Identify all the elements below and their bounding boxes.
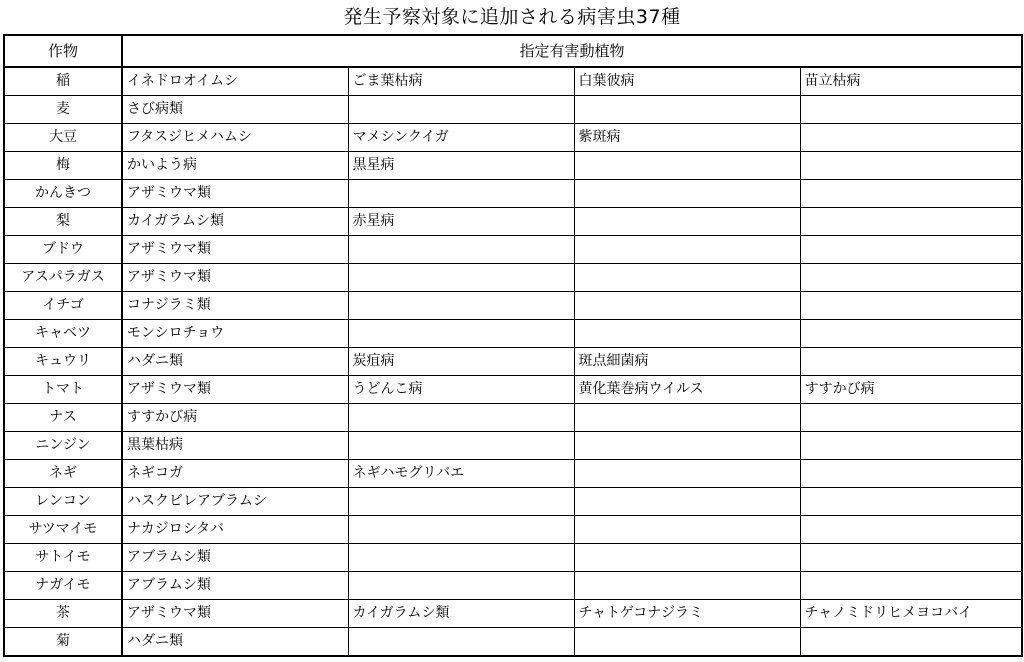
table-row	[4, 516, 1022, 544]
crop-cell: かんきつ	[4, 180, 122, 208]
pest-cell	[348, 572, 574, 600]
pest-cell	[800, 628, 1022, 657]
pest-cell: ハダニ類	[122, 628, 348, 657]
pest-cell: 炭疽病	[348, 348, 574, 376]
pest-cell: フタスジヒメハムシ	[122, 124, 348, 152]
pest-cell	[574, 180, 800, 208]
crop-cell: ナス	[4, 404, 122, 432]
pest-cell	[574, 320, 800, 348]
pest-cell	[348, 180, 574, 208]
table-row	[4, 348, 1022, 376]
table-title: 発生予察対象に追加される病害虫37種	[343, 6, 681, 28]
pest-cell: すすかび病	[800, 376, 1022, 404]
table-row	[4, 488, 1022, 516]
crop-cell: キュウリ	[4, 348, 122, 376]
crop-cell: 菊	[4, 628, 122, 657]
table-row	[4, 152, 1022, 180]
pest-cell	[800, 180, 1022, 208]
pest-cell	[574, 544, 800, 572]
pest-cell: ごま葉枯病	[348, 67, 574, 96]
table-row	[4, 404, 1022, 432]
pest-cell	[800, 348, 1022, 376]
table-row	[4, 572, 1022, 600]
pest-cell: モンシロチョウ	[122, 320, 348, 348]
pest-cell: アザミウマ類	[122, 600, 348, 628]
crop-cell: イチゴ	[4, 292, 122, 320]
pest-cell: 斑点細菌病	[574, 348, 800, 376]
pest-cell: マメシンクイガ	[348, 124, 574, 152]
crop-cell: 梅	[4, 152, 122, 180]
crop-cell: トマト	[4, 376, 122, 404]
pest-cell	[800, 208, 1022, 236]
table-row	[4, 544, 1022, 572]
pest-cell	[574, 96, 800, 124]
crop-cell: ナガイモ	[4, 572, 122, 600]
pest-cell	[800, 544, 1022, 572]
pest-cell	[348, 264, 574, 292]
table-row	[4, 96, 1022, 124]
pest-cell: ハダニ類	[122, 348, 348, 376]
crop-cell: 稲	[4, 67, 122, 96]
pest-cell	[800, 404, 1022, 432]
crop-cell: サツマイモ	[4, 516, 122, 544]
pest-cell: すすかび病	[122, 404, 348, 432]
pest-cell	[574, 516, 800, 544]
pest-cell	[800, 264, 1022, 292]
table-row	[4, 628, 1022, 657]
pest-cell: 黒星病	[348, 152, 574, 180]
pest-cell	[800, 124, 1022, 152]
pest-cell	[574, 404, 800, 432]
pest-cell	[800, 236, 1022, 264]
pest-cell	[800, 488, 1022, 516]
crop-cell: アスパラガス	[4, 264, 122, 292]
pest-cell: 黄化葉巻病ウイルス	[574, 376, 800, 404]
pest-cell	[348, 292, 574, 320]
pest-cell: さび病類	[122, 96, 348, 124]
pest-cell	[348, 488, 574, 516]
pest-cell: アザミウマ類	[122, 376, 348, 404]
pest-cell: チャトゲコナジラミ	[574, 600, 800, 628]
table-row	[4, 460, 1022, 488]
crop-cell: ネギ	[4, 460, 122, 488]
pest-cell: 苗立枯病	[800, 67, 1022, 96]
pest-cell	[574, 152, 800, 180]
pest-cell	[348, 96, 574, 124]
pest-cell: アザミウマ類	[122, 180, 348, 208]
pest-cell: アザミウマ類	[122, 264, 348, 292]
pest-cell: カイガラムシ類	[122, 208, 348, 236]
table-row	[4, 236, 1022, 264]
pest-cell	[574, 208, 800, 236]
table-row	[4, 320, 1022, 348]
table-row	[4, 180, 1022, 208]
header-crop: 作物	[4, 35, 122, 67]
pest-cell: かいよう病	[122, 152, 348, 180]
pest-cell: 黒葉枯病	[122, 432, 348, 460]
pest-table-body	[4, 35, 1022, 656]
pest-cell	[348, 516, 574, 544]
pest-cell: 白葉彼病	[574, 67, 800, 96]
pest-cell: うどんこ病	[348, 376, 574, 404]
pest-cell	[800, 96, 1022, 124]
pest-cell	[574, 432, 800, 460]
pest-cell	[348, 628, 574, 657]
pest-cell: コナジラミ類	[122, 292, 348, 320]
header-pests: 指定有害動植物	[122, 35, 1022, 67]
pest-cell: アブラムシ類	[122, 544, 348, 572]
pest-cell	[574, 292, 800, 320]
pest-cell	[574, 572, 800, 600]
table-row	[4, 264, 1022, 292]
pest-cell	[574, 264, 800, 292]
pest-cell	[800, 292, 1022, 320]
crop-cell: 梨	[4, 208, 122, 236]
pest-cell: イネドロオイムシ	[122, 67, 348, 96]
table-row	[4, 432, 1022, 460]
pest-cell	[348, 404, 574, 432]
pest-cell: アブラムシ類	[122, 572, 348, 600]
table-header-row	[4, 35, 1022, 67]
pest-cell	[800, 320, 1022, 348]
pest-cell	[348, 544, 574, 572]
pest-cell	[348, 236, 574, 264]
pest-cell: ハスクビレアブラムシ	[122, 488, 348, 516]
pest-cell	[574, 628, 800, 657]
pest-cell	[800, 152, 1022, 180]
table-row	[4, 292, 1022, 320]
pest-cell	[800, 432, 1022, 460]
pest-cell: 紫斑病	[574, 124, 800, 152]
crop-cell: レンコン	[4, 488, 122, 516]
pest-cell: ネギコガ	[122, 460, 348, 488]
crop-cell: ニンジン	[4, 432, 122, 460]
crop-cell: 大豆	[4, 124, 122, 152]
pest-table	[3, 34, 1023, 657]
pest-cell	[800, 572, 1022, 600]
crop-cell: 麦	[4, 96, 122, 124]
crop-cell: 茶	[4, 600, 122, 628]
crop-cell: キャベツ	[4, 320, 122, 348]
pest-cell	[800, 460, 1022, 488]
table-row	[4, 67, 1022, 96]
pest-cell	[574, 236, 800, 264]
pest-cell: アザミウマ類	[122, 236, 348, 264]
table-row	[4, 124, 1022, 152]
pest-cell: チャノミドリヒメヨコバイ	[800, 600, 1022, 628]
table-row	[4, 376, 1022, 404]
crop-cell: ブドウ	[4, 236, 122, 264]
pest-cell	[348, 432, 574, 460]
crop-cell: サトイモ	[4, 544, 122, 572]
pest-cell: 赤星病	[348, 208, 574, 236]
pest-cell	[348, 320, 574, 348]
pest-cell: カイガラムシ類	[348, 600, 574, 628]
pest-cell	[574, 460, 800, 488]
pest-cell: ネギハモグリバエ	[348, 460, 574, 488]
pest-cell	[800, 516, 1022, 544]
pest-cell	[574, 488, 800, 516]
pest-cell: ナカジロシタバ	[122, 516, 348, 544]
table-row	[4, 600, 1022, 628]
table-row	[4, 208, 1022, 236]
